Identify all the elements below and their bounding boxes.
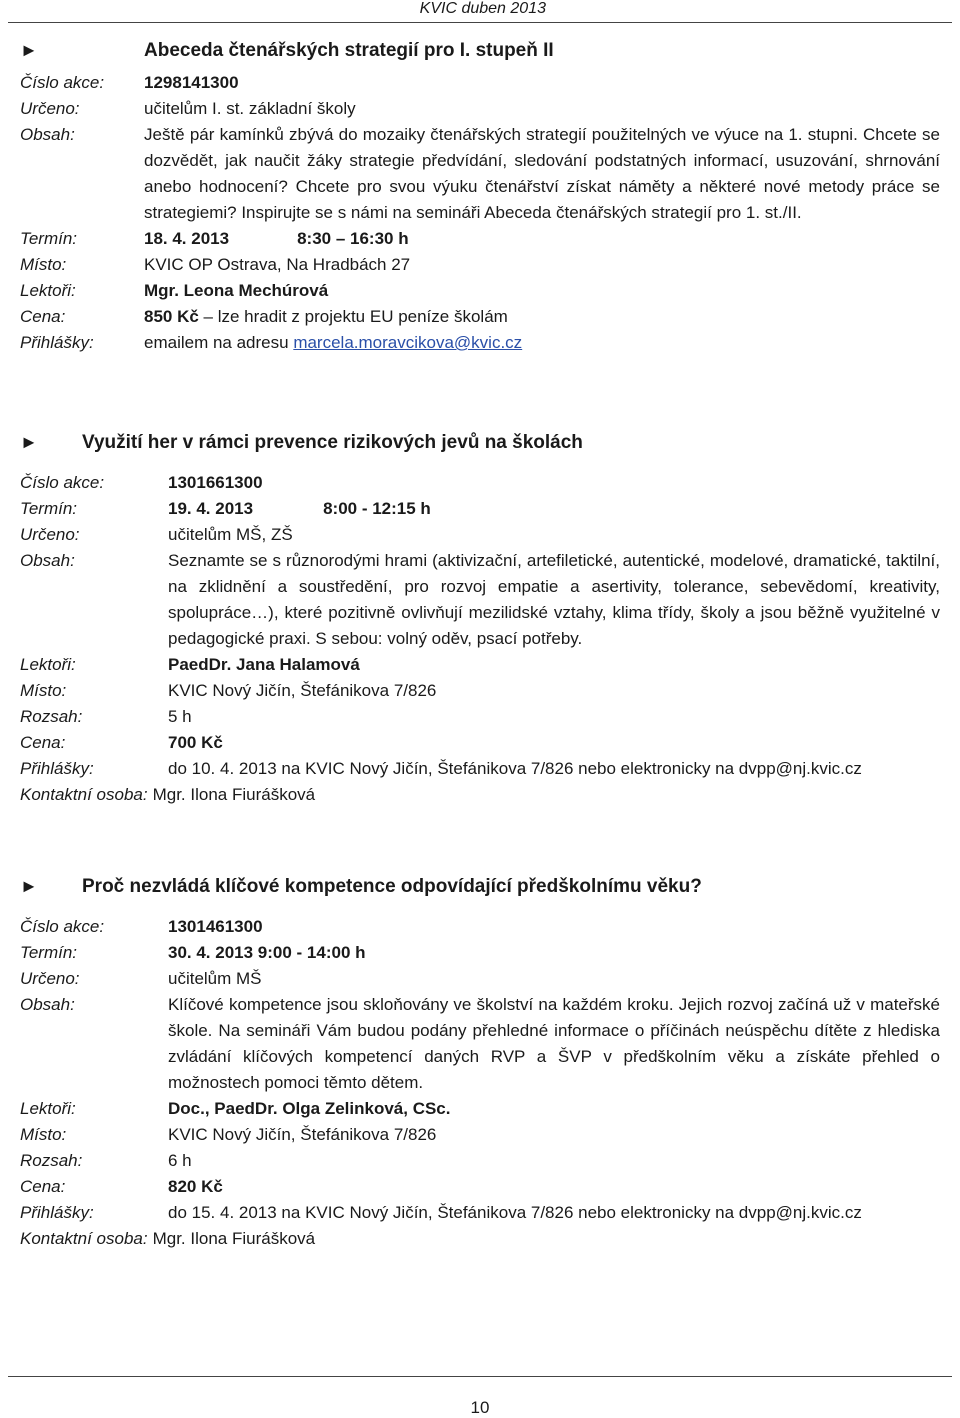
- course-1-signup-row: [20, 330, 940, 356]
- course-1-target: učitelům I. st. základní školy: [144, 99, 356, 118]
- page-header: [420, 0, 546, 18]
- bullet-arrow-icon: ►: [20, 40, 38, 60]
- course-3-signup: do 15. 4. 2013 na KVIC Nový Jičín, Štefánikova 7/826 nebo elektronicky na dvpp@nj.kvic.cz: [168, 1203, 862, 1222]
- course-2-contact: Mgr. Ilona Fiurášková: [152, 785, 316, 804]
- course-2-signup: do 10. 4. 2013 na KVIC Nový Jičín, Štefánikova 7/826 nebo elektronicky na dvpp@nj.kvic.cz: [168, 759, 862, 778]
- course-3-price: 820 Kč: [168, 1177, 223, 1196]
- course-3-target: učitelům MŠ: [168, 969, 262, 988]
- course-1-content: Ještě pár kamínků zbývá do mozaiky čtenářských strategií použitelných ve výuce na 1. stupni. Chcete se dozvědět, jak naučit žáky strategie předvídání, sledování podstatných informací, usuzování, shrnování anebo hodnocení? Chcete pro svou výuku čtenářství získat náměty a některé nové metody práce se strategiemi? Inspirujte se s námi na semináři Abeceda čtenářských strategií pro 1. st./II.: [144, 125, 940, 222]
- course-2-contact-row: [20, 782, 940, 808]
- course-2-target: učitelům MŠ, ZŠ: [168, 525, 293, 544]
- label-cena: Cena:: [20, 307, 66, 326]
- course-3-place-row: [20, 1122, 940, 1148]
- label-cislo: Číslo akce:: [20, 473, 105, 492]
- course-3-lecturer: Doc., PaedDr. Olga Zelinková, CSc.: [168, 1099, 451, 1118]
- course-1-price-row: [20, 304, 940, 330]
- course-1-place-row: [20, 252, 940, 278]
- course-2-date: 19. 4. 2013: [168, 499, 254, 518]
- course-3-contact-row: [20, 1226, 940, 1252]
- label-prihlasky: Přihlášky:: [20, 759, 94, 778]
- label-rozsah: Rozsah:: [20, 1151, 83, 1170]
- label-kontakt: Kontaktní osoba:: [20, 785, 148, 804]
- label-obsah: Obsah:: [20, 995, 75, 1014]
- course-3-signup-row: [20, 1200, 940, 1226]
- course-1-number-row: [20, 70, 940, 96]
- course-1-title-row: [20, 40, 940, 70]
- label-obsah: Obsah:: [20, 551, 75, 570]
- label-urceno: Určeno:: [20, 99, 80, 118]
- course-3-number: 1301461300: [168, 917, 263, 936]
- course-2-number: 1301661300: [168, 473, 263, 492]
- course-1-price-note: – lze hradit z projektu EU peníze školám: [198, 307, 508, 326]
- course-3-place: KVIC Nový Jičín, Štefánikova 7/826: [168, 1125, 437, 1144]
- course-2-signup-row: [20, 756, 940, 782]
- course-3-contact: Mgr. Ilona Fiurášková: [152, 1229, 316, 1248]
- course-2-title-row: [20, 432, 940, 462]
- course-3-title-row: [20, 876, 940, 906]
- label-prihlasky: Přihlášky:: [20, 333, 94, 352]
- course-2-time: 8:00 - 12:15 h: [323, 499, 431, 518]
- course-1-lecturer: Mgr. Leona Mechúrová: [144, 281, 329, 300]
- course-3-scope-row: [20, 1148, 940, 1174]
- course-1: [20, 40, 940, 356]
- label-rozsah: Rozsah:: [20, 707, 83, 726]
- course-3-target-row: [20, 966, 940, 992]
- label-lektori: Lektoři:: [20, 1099, 76, 1118]
- course-1-number: 1298141300: [144, 73, 239, 92]
- course-1-date: 18. 4. 2013: [144, 229, 230, 248]
- course-2-number-row: [20, 470, 940, 496]
- label-prihlasky: Přihlášky:: [20, 1203, 94, 1222]
- label-urceno: Určeno:: [20, 525, 80, 544]
- course-3-content-row: [20, 992, 940, 1096]
- label-misto: Místo:: [20, 681, 67, 700]
- course-1-date-row: [20, 226, 940, 252]
- course-2: [20, 432, 940, 808]
- course-1-lecturer-row: [20, 278, 940, 304]
- label-cislo: Číslo akce:: [20, 917, 105, 936]
- course-2-scope-row: [20, 704, 940, 730]
- course-2-title: Využití her v rámci prevence rizikových jevů na školách: [82, 432, 583, 453]
- label-misto: Místo:: [20, 1125, 67, 1144]
- course-2-place-row: [20, 678, 940, 704]
- course-1-signup-text: emailem na adresu: [144, 333, 294, 352]
- course-3-title: Proč nezvládá klíčové kompetence odpovídající předškolnímu věku?: [82, 876, 702, 897]
- course-3: [20, 876, 940, 1252]
- label-kontakt: Kontaktní osoba:: [20, 1229, 148, 1248]
- label-cena: Cena:: [20, 1177, 66, 1196]
- footer-rule: [8, 1376, 952, 1377]
- bullet-arrow-icon: ►: [20, 432, 38, 452]
- course-1-content-row: [20, 122, 940, 226]
- course-3-price-row: [20, 1174, 940, 1200]
- page-number: 10: [470, 1398, 490, 1417]
- label-termin: Termín:: [20, 943, 78, 962]
- course-2-price-row: [20, 730, 940, 756]
- label-termin: Termín:: [20, 229, 78, 248]
- course-3-scope: 6 h: [168, 1151, 192, 1170]
- course-2-target-row: [20, 522, 940, 548]
- label-cena: Cena:: [20, 733, 66, 752]
- course-2-place: KVIC Nový Jičín, Štefánikova 7/826: [168, 681, 437, 700]
- course-2-scope: 5 h: [168, 707, 192, 726]
- label-cislo: Číslo akce:: [20, 73, 105, 92]
- course-3-content: Klíčové kompetence jsou skloňovány ve školství na každém kroku. Jejich rozvoj začíná už v mateřské škole. Na semináři Vám budou podány přehledné informace o příčinách neúspěchu dítěte z hlediska zvládání klíčových kompetencí daných RVP a ŠVP v předškolním věku a získáte přehled o možnostech pomoci těmto dětem.: [168, 995, 940, 1092]
- label-termin: Termín:: [20, 499, 78, 518]
- course-1-place: KVIC OP Ostrava, Na Hradbách 27: [144, 255, 411, 274]
- label-misto: Místo:: [20, 255, 67, 274]
- course-2-content: Seznamte se s různorodými hrami (aktivizační, artefiletické, autentické, modelové, dramatické, taktilní, na zklidnění a soustředění, pro rozvoj empatie a asertivity, tolerance, sebevědomí, kreativity, spolupráce…), které pozitivně ovlivňují mezilidské vztahy, klima třídy, školy a jsou běžně využitelné v pedagogické praxi. S sebou: volný oděv, psací potřeby.: [168, 551, 940, 648]
- course-2-price: 700 Kč: [168, 733, 223, 752]
- course-2-lecturer-row: [20, 652, 940, 678]
- course-2-content-row: [20, 548, 940, 652]
- label-urceno: Určeno:: [20, 969, 80, 988]
- course-3-number-row: [20, 914, 940, 940]
- header-rule: [8, 22, 952, 23]
- label-obsah: Obsah:: [20, 125, 75, 144]
- course-3-date: 30. 4. 2013 9:00 - 14:00 h: [168, 943, 366, 962]
- bullet-arrow-icon: ►: [20, 876, 38, 896]
- label-lektori: Lektoři:: [20, 281, 76, 300]
- course-2-date-row: [20, 496, 940, 522]
- course-1-price: 850 Kč: [144, 307, 199, 326]
- course-1-time: 8:30 – 16:30 h: [297, 229, 409, 248]
- course-1-title: Abeceda čtenářských strategií pro I. stupeň II: [144, 40, 554, 61]
- course-1-target-row: [20, 96, 940, 122]
- course-2-lecturer: PaedDr. Jana Halamová: [168, 655, 360, 674]
- course-3-lecturer-row: [20, 1096, 940, 1122]
- course-1-email-link[interactable]: marcela.moravcikova@kvic.cz: [293, 333, 523, 352]
- course-3-date-row: [20, 940, 940, 966]
- header-text: KVIC duben 2013: [419, 0, 546, 17]
- label-lektori: Lektoři:: [20, 655, 76, 674]
